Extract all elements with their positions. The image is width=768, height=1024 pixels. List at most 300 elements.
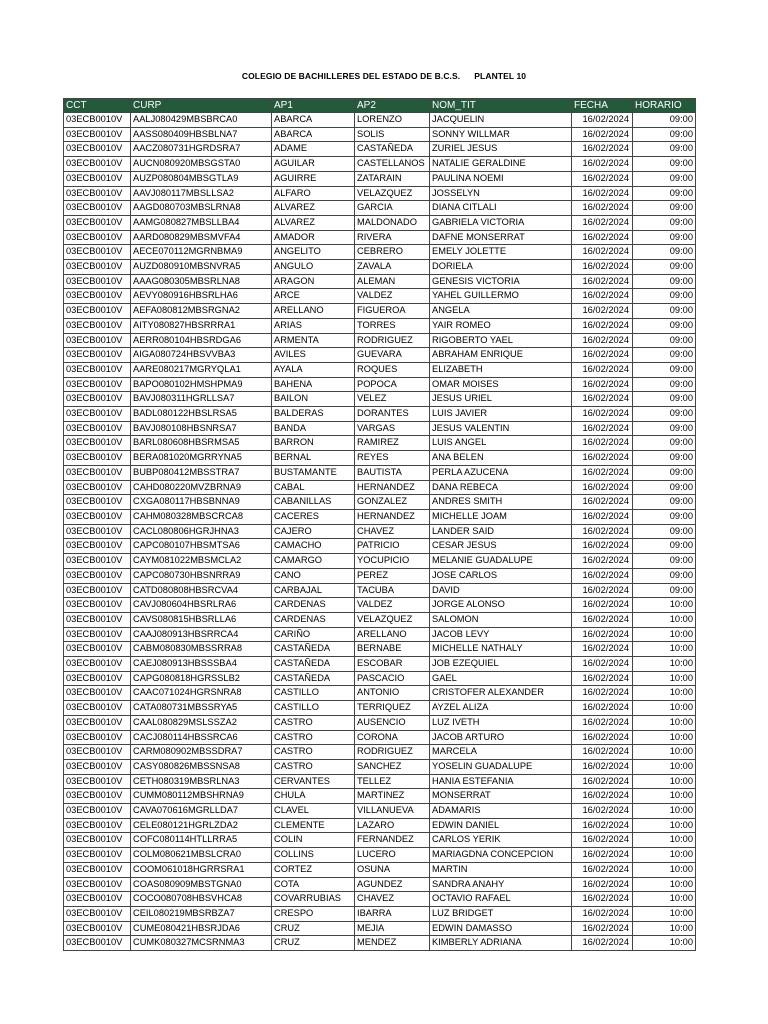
fecha-cell: 16/02/2024: [572, 657, 633, 672]
ap1-cell: CASTRO: [272, 759, 355, 774]
nom-tit-cell: MICHELLE JOAM: [430, 509, 572, 524]
fecha-cell: 16/02/2024: [572, 627, 633, 642]
curp-cell: CACJ080114HBSSRCA6: [131, 730, 272, 745]
ap1-cell: CAMACHO: [272, 539, 355, 554]
fecha-cell: 16/02/2024: [572, 524, 633, 539]
curp-cell: AUCN080920MBSGSTA0: [131, 157, 272, 172]
ap1-cell: CASTAÑEDA: [272, 671, 355, 686]
ap2-cell: POPOCA: [355, 377, 430, 392]
ap2-cell: TELLEZ: [355, 774, 430, 789]
cct-cell: 03ECB0010V: [64, 348, 131, 363]
cct-cell: 03ECB0010V: [64, 789, 131, 804]
cct-cell: 03ECB0010V: [64, 171, 131, 186]
cct-cell: 03ECB0010V: [64, 127, 131, 142]
nom-tit-cell: SONNY WILLMAR: [430, 127, 572, 142]
ap1-cell: ALVAREZ: [272, 215, 355, 230]
cct-cell: 03ECB0010V: [64, 318, 131, 333]
horario-cell: 10:00: [633, 862, 696, 877]
nom-tit-cell: RIGOBERTO YAEL: [430, 333, 572, 348]
curp-cell: CASY080826MBSSNSA8: [131, 759, 272, 774]
curp-cell: CAAC071024HGRSNRA8: [131, 686, 272, 701]
ap1-cell: CASTRO: [272, 745, 355, 760]
ap2-cell: ZAVALA: [355, 260, 430, 275]
fecha-cell: 16/02/2024: [572, 539, 633, 554]
ap2-cell: PATRICIO: [355, 539, 430, 554]
nom-tit-cell: ANDRES SMITH: [430, 495, 572, 510]
ap1-cell: CASTILLO: [272, 701, 355, 716]
nom-tit-cell: DORIELA: [430, 260, 572, 275]
horario-cell: 10:00: [633, 774, 696, 789]
curp-cell: BUBP080412MBSSTRA7: [131, 465, 272, 480]
cct-cell: 03ECB0010V: [64, 730, 131, 745]
ap1-cell: CRESPO: [272, 906, 355, 921]
table-row: [64, 113, 696, 128]
ap1-cell: ARMENTA: [272, 333, 355, 348]
horario-cell: 10:00: [633, 877, 696, 892]
horario-cell: 09:00: [633, 480, 696, 495]
table-row: [64, 333, 696, 348]
ap1-cell: BERNAL: [272, 451, 355, 466]
curp-cell: CAEJ080913HBSSSBA4: [131, 657, 272, 672]
ap2-cell: SANCHEZ: [355, 759, 430, 774]
cct-cell: 03ECB0010V: [64, 230, 131, 245]
table-row: [64, 201, 696, 216]
ap2-cell: ANTONIO: [355, 686, 430, 701]
ap1-cell: CARDENAS: [272, 598, 355, 613]
ap1-cell: CABANILLAS: [272, 495, 355, 510]
horario-cell: 10:00: [633, 715, 696, 730]
horario-cell: 09:00: [633, 318, 696, 333]
curp-cell: CUMM080112MBSHRNA9: [131, 789, 272, 804]
ap2-cell: AGUNDEZ: [355, 877, 430, 892]
cct-cell: 03ECB0010V: [64, 539, 131, 554]
nom-tit-cell: GENESIS VICTORIA: [430, 274, 572, 289]
curp-cell: BAVJ080311HGRLLSA7: [131, 392, 272, 407]
ap1-cell: AMADOR: [272, 230, 355, 245]
table-row: [64, 583, 696, 598]
header-cct: CCT: [64, 99, 131, 113]
ap2-cell: LORENZO: [355, 113, 430, 128]
table-row: [64, 421, 696, 436]
nom-tit-cell: DAVID: [430, 583, 572, 598]
ap2-cell: OSUNA: [355, 862, 430, 877]
curp-cell: COCO080708HBSVHCA8: [131, 892, 272, 907]
cct-cell: 03ECB0010V: [64, 509, 131, 524]
fecha-cell: 16/02/2024: [572, 759, 633, 774]
cct-cell: 03ECB0010V: [64, 333, 131, 348]
table-row: [64, 612, 696, 627]
curp-cell: CUMK080327MCSRNMA3: [131, 936, 272, 951]
curp-cell: AITY080827HBSRRRA1: [131, 318, 272, 333]
horario-cell: 09:00: [633, 524, 696, 539]
table-row: [64, 730, 696, 745]
curp-cell: COLM080621MBSLCRA0: [131, 848, 272, 863]
fecha-cell: 16/02/2024: [572, 171, 633, 186]
curp-cell: CAVJ080604HBSRLRA6: [131, 598, 272, 613]
curp-cell: COAS080909MBSTGNA0: [131, 877, 272, 892]
table-row: [64, 377, 696, 392]
nom-tit-cell: CESAR JESUS: [430, 539, 572, 554]
curp-cell: AASS080409HBSBLNA7: [131, 127, 272, 142]
nom-tit-cell: OMAR MOISES: [430, 377, 572, 392]
ap2-cell: CASTAÑEDA: [355, 142, 430, 157]
table-row: [64, 495, 696, 510]
ap1-cell: ALFARO: [272, 186, 355, 201]
nom-tit-cell: YOSELIN GUADALUPE: [430, 759, 572, 774]
fecha-cell: 16/02/2024: [572, 906, 633, 921]
document-title: [0, 71, 768, 81]
fecha-cell: 16/02/2024: [572, 642, 633, 657]
cct-cell: 03ECB0010V: [64, 451, 131, 466]
nom-tit-cell: GABRIELA VICTORIA: [430, 215, 572, 230]
fecha-cell: 16/02/2024: [572, 583, 633, 598]
curp-cell: CAAJ080913HBSRRCA4: [131, 627, 272, 642]
fecha-cell: 16/02/2024: [572, 730, 633, 745]
table-row: [64, 436, 696, 451]
cct-cell: 03ECB0010V: [64, 524, 131, 539]
table-row: [64, 392, 696, 407]
nom-tit-cell: LUZ BRIDGET: [430, 906, 572, 921]
table-row: [64, 848, 696, 863]
horario-cell: 10:00: [633, 627, 696, 642]
nom-tit-cell: GAEL: [430, 671, 572, 686]
ap1-cell: CASTRO: [272, 715, 355, 730]
fecha-cell: 16/02/2024: [572, 804, 633, 819]
nom-tit-cell: OCTAVIO RAFAEL: [430, 892, 572, 907]
header-fecha: FECHA: [572, 99, 633, 113]
horario-cell: 10:00: [633, 936, 696, 951]
horario-cell: 09:00: [633, 113, 696, 128]
ap1-cell: CABAL: [272, 480, 355, 495]
ap2-cell: VELAZQUEZ: [355, 186, 430, 201]
curp-cell: BAPO080102HMSHPMA9: [131, 377, 272, 392]
cct-cell: 03ECB0010V: [64, 362, 131, 377]
ap2-cell: MENDEZ: [355, 936, 430, 951]
ap2-cell: TERRIQUEZ: [355, 701, 430, 716]
header-curp: CURP: [131, 99, 272, 113]
ap1-cell: CAMARGO: [272, 554, 355, 569]
curp-cell: AALJ080429MBSBRCA0: [131, 113, 272, 128]
ap1-cell: COVARRUBIAS: [272, 892, 355, 907]
ap2-cell: BERNABE: [355, 642, 430, 657]
horario-cell: 09:00: [633, 495, 696, 510]
curp-cell: CAPC080107HBSMTSA6: [131, 539, 272, 554]
table-row: [64, 906, 696, 921]
ap2-cell: VALDEZ: [355, 598, 430, 613]
table-row: [64, 230, 696, 245]
table-row: [64, 627, 696, 642]
cct-cell: 03ECB0010V: [64, 877, 131, 892]
table-row: [64, 598, 696, 613]
ap2-cell: LAZARO: [355, 818, 430, 833]
cct-cell: 03ECB0010V: [64, 848, 131, 863]
cct-cell: 03ECB0010V: [64, 407, 131, 422]
nom-tit-cell: ADAMARIS: [430, 804, 572, 819]
nom-tit-cell: SALOMON: [430, 612, 572, 627]
ap2-cell: CEBRERO: [355, 245, 430, 260]
curp-cell: CAVS080815HBSRLLA6: [131, 612, 272, 627]
ap1-cell: CASTILLO: [272, 686, 355, 701]
ap2-cell: LUCERO: [355, 848, 430, 863]
table-row: [64, 215, 696, 230]
cct-cell: 03ECB0010V: [64, 701, 131, 716]
fecha-cell: 16/02/2024: [572, 686, 633, 701]
curp-cell: AAVJ080117MBSLLSA2: [131, 186, 272, 201]
curp-cell: BAVJ080108HBSNRSA7: [131, 421, 272, 436]
cct-cell: 03ECB0010V: [64, 598, 131, 613]
fecha-cell: 16/02/2024: [572, 113, 633, 128]
ap2-cell: RODRIGUEZ: [355, 745, 430, 760]
cct-cell: 03ECB0010V: [64, 774, 131, 789]
fecha-cell: 16/02/2024: [572, 230, 633, 245]
ap2-cell: BAUTISTA: [355, 465, 430, 480]
table-row: [64, 407, 696, 422]
ap1-cell: COTA: [272, 877, 355, 892]
ap2-cell: DORANTES: [355, 407, 430, 422]
cct-cell: 03ECB0010V: [64, 804, 131, 819]
curp-cell: AAMG080827MBSLLBA4: [131, 215, 272, 230]
cct-cell: 03ECB0010V: [64, 245, 131, 260]
fecha-cell: 16/02/2024: [572, 774, 633, 789]
cct-cell: 03ECB0010V: [64, 583, 131, 598]
ap1-cell: CAJERO: [272, 524, 355, 539]
institution-name: COLEGIO DE BACHILLERES DEL ESTADO DE B.C.S.: [241, 71, 461, 81]
table-row: [64, 936, 696, 951]
student-schedule-table: [63, 98, 696, 951]
cct-cell: 03ECB0010V: [64, 392, 131, 407]
table-row: [64, 186, 696, 201]
cct-cell: 03ECB0010V: [64, 260, 131, 275]
ap1-cell: BARRON: [272, 436, 355, 451]
horario-cell: 09:00: [633, 392, 696, 407]
ap1-cell: BALDERAS: [272, 407, 355, 422]
curp-cell: AARE080217MGRYQLA1: [131, 362, 272, 377]
curp-cell: CXGA080117HBSBNNA9: [131, 495, 272, 510]
fecha-cell: 16/02/2024: [572, 392, 633, 407]
ap1-cell: ABARCA: [272, 113, 355, 128]
ap1-cell: AGUILAR: [272, 157, 355, 172]
curp-cell: AEVY080916HBSRLHA6: [131, 289, 272, 304]
ap1-cell: BAHENA: [272, 377, 355, 392]
ap2-cell: SOLIS: [355, 127, 430, 142]
table-row: [64, 818, 696, 833]
horario-cell: 09:00: [633, 554, 696, 569]
ap1-cell: ANGELITO: [272, 245, 355, 260]
cct-cell: 03ECB0010V: [64, 304, 131, 319]
cct-cell: 03ECB0010V: [64, 627, 131, 642]
nom-tit-cell: KIMBERLY ADRIANA: [430, 936, 572, 951]
cct-cell: 03ECB0010V: [64, 436, 131, 451]
ap2-cell: MEJIA: [355, 921, 430, 936]
horario-cell: 10:00: [633, 671, 696, 686]
table-row: [64, 524, 696, 539]
horario-cell: 09:00: [633, 377, 696, 392]
ap2-cell: REYES: [355, 451, 430, 466]
cct-cell: 03ECB0010V: [64, 818, 131, 833]
fecha-cell: 16/02/2024: [572, 421, 633, 436]
table-row: [64, 701, 696, 716]
table-row: [64, 921, 696, 936]
cct-cell: 03ECB0010V: [64, 936, 131, 951]
nom-tit-cell: LUZ IVETH: [430, 715, 572, 730]
fecha-cell: 16/02/2024: [572, 333, 633, 348]
ap2-cell: CHAVEZ: [355, 892, 430, 907]
nom-tit-cell: JORGE ALONSO: [430, 598, 572, 613]
nom-tit-cell: ELIZABETH: [430, 362, 572, 377]
nom-tit-cell: JOSE CARLOS: [430, 568, 572, 583]
fecha-cell: 16/02/2024: [572, 245, 633, 260]
table-row: [64, 509, 696, 524]
table-row: [64, 289, 696, 304]
ap1-cell: CLEMENTE: [272, 818, 355, 833]
table-row: [64, 362, 696, 377]
fecha-cell: 16/02/2024: [572, 921, 633, 936]
fecha-cell: 16/02/2024: [572, 407, 633, 422]
fecha-cell: 16/02/2024: [572, 377, 633, 392]
nom-tit-cell: ANA BELEN: [430, 451, 572, 466]
curp-cell: BERA081020MGRRYNA5: [131, 451, 272, 466]
ap2-cell: ALEMAN: [355, 274, 430, 289]
table-row: [64, 318, 696, 333]
header-nom-tit: NOM_TIT: [430, 99, 572, 113]
table-row: [64, 539, 696, 554]
nom-tit-cell: EDWIN DAMASSO: [430, 921, 572, 936]
nom-tit-cell: MICHELLE NATHALY: [430, 642, 572, 657]
table-row: [64, 715, 696, 730]
cct-cell: 03ECB0010V: [64, 289, 131, 304]
horario-cell: 09:00: [633, 157, 696, 172]
ap2-cell: MALDONADO: [355, 215, 430, 230]
table-row: [64, 862, 696, 877]
cct-cell: 03ECB0010V: [64, 612, 131, 627]
ap1-cell: ARELLANO: [272, 304, 355, 319]
nom-tit-cell: JESUS VALENTIN: [430, 421, 572, 436]
table-row: [64, 157, 696, 172]
table-row: [64, 127, 696, 142]
cct-cell: 03ECB0010V: [64, 495, 131, 510]
ap1-cell: ARAGON: [272, 274, 355, 289]
table-body: [64, 113, 696, 951]
horario-cell: 09:00: [633, 171, 696, 186]
horario-cell: 09:00: [633, 583, 696, 598]
cct-cell: 03ECB0010V: [64, 759, 131, 774]
fecha-cell: 16/02/2024: [572, 304, 633, 319]
curp-cell: CAYM081022MBSMCLA2: [131, 554, 272, 569]
ap2-cell: RODRIGUEZ: [355, 333, 430, 348]
table-row: [64, 774, 696, 789]
table-row: [64, 465, 696, 480]
ap2-cell: TACUBA: [355, 583, 430, 598]
ap2-cell: VALDEZ: [355, 289, 430, 304]
horario-cell: 09:00: [633, 289, 696, 304]
ap1-cell: CARDENAS: [272, 612, 355, 627]
fecha-cell: 16/02/2024: [572, 671, 633, 686]
horario-cell: 10:00: [633, 642, 696, 657]
cct-cell: 03ECB0010V: [64, 833, 131, 848]
horario-cell: 10:00: [633, 730, 696, 745]
horario-cell: 09:00: [633, 568, 696, 583]
fecha-cell: 16/02/2024: [572, 215, 633, 230]
fecha-cell: 16/02/2024: [572, 260, 633, 275]
horario-cell: 09:00: [633, 142, 696, 157]
horario-cell: 09:00: [633, 230, 696, 245]
curp-cell: CAPC080730HBSNRRA9: [131, 568, 272, 583]
ap1-cell: CORTEZ: [272, 862, 355, 877]
ap2-cell: HERNANDEZ: [355, 480, 430, 495]
horario-cell: 09:00: [633, 304, 696, 319]
cct-cell: 03ECB0010V: [64, 377, 131, 392]
curp-cell: CAPG080818HGRSSLB2: [131, 671, 272, 686]
nom-tit-cell: JOSSELYN: [430, 186, 572, 201]
ap2-cell: ZATARAIN: [355, 171, 430, 186]
fecha-cell: 16/02/2024: [572, 201, 633, 216]
fecha-cell: 16/02/2024: [572, 186, 633, 201]
ap2-cell: VELEZ: [355, 392, 430, 407]
nom-tit-cell: DAFNE MONSERRAT: [430, 230, 572, 245]
table-row: [64, 304, 696, 319]
ap1-cell: ANGULO: [272, 260, 355, 275]
ap1-cell: CASTAÑEDA: [272, 657, 355, 672]
horario-cell: 09:00: [633, 348, 696, 363]
ap2-cell: VELAZQUEZ: [355, 612, 430, 627]
ap1-cell: CANO: [272, 568, 355, 583]
ap2-cell: GONZALEZ: [355, 495, 430, 510]
horario-cell: 10:00: [633, 892, 696, 907]
fecha-cell: 16/02/2024: [572, 701, 633, 716]
table-row: [64, 686, 696, 701]
cct-cell: 03ECB0010V: [64, 906, 131, 921]
table-row: [64, 274, 696, 289]
fecha-cell: 16/02/2024: [572, 274, 633, 289]
header-horario: HORARIO: [633, 99, 696, 113]
fecha-cell: 16/02/2024: [572, 289, 633, 304]
curp-cell: AEFA080812MBSRGNA2: [131, 304, 272, 319]
table-row: [64, 260, 696, 275]
nom-tit-cell: JACOB ARTURO: [430, 730, 572, 745]
nom-tit-cell: JACQUELIN: [430, 113, 572, 128]
curp-cell: AERR080104HBSRDGA6: [131, 333, 272, 348]
table-row: [64, 892, 696, 907]
header-row: [64, 99, 696, 113]
ap1-cell: CERVANTES: [272, 774, 355, 789]
horario-cell: 10:00: [633, 701, 696, 716]
curp-cell: CELE080121HGRLZDA2: [131, 818, 272, 833]
nom-tit-cell: NATALIE GERALDINE: [430, 157, 572, 172]
horario-cell: 09:00: [633, 127, 696, 142]
curp-cell: AACZ080731HGRDSRA7: [131, 142, 272, 157]
fecha-cell: 16/02/2024: [572, 465, 633, 480]
horario-cell: 09:00: [633, 333, 696, 348]
horario-cell: 09:00: [633, 509, 696, 524]
fecha-cell: 16/02/2024: [572, 568, 633, 583]
ap2-cell: ARELLANO: [355, 627, 430, 642]
horario-cell: 10:00: [633, 789, 696, 804]
ap2-cell: ESCOBAR: [355, 657, 430, 672]
nom-tit-cell: YAHEL GUILLERMO: [430, 289, 572, 304]
horario-cell: 09:00: [633, 436, 696, 451]
table-row: [64, 554, 696, 569]
ap2-cell: VILLANUEVA: [355, 804, 430, 819]
fecha-cell: 16/02/2024: [572, 612, 633, 627]
cct-cell: 03ECB0010V: [64, 157, 131, 172]
ap2-cell: CORONA: [355, 730, 430, 745]
horario-cell: 09:00: [633, 465, 696, 480]
curp-cell: CEIL080219MBSRBZA7: [131, 906, 272, 921]
horario-cell: 09:00: [633, 215, 696, 230]
cct-cell: 03ECB0010V: [64, 215, 131, 230]
horario-cell: 10:00: [633, 598, 696, 613]
ap2-cell: RIVERA: [355, 230, 430, 245]
